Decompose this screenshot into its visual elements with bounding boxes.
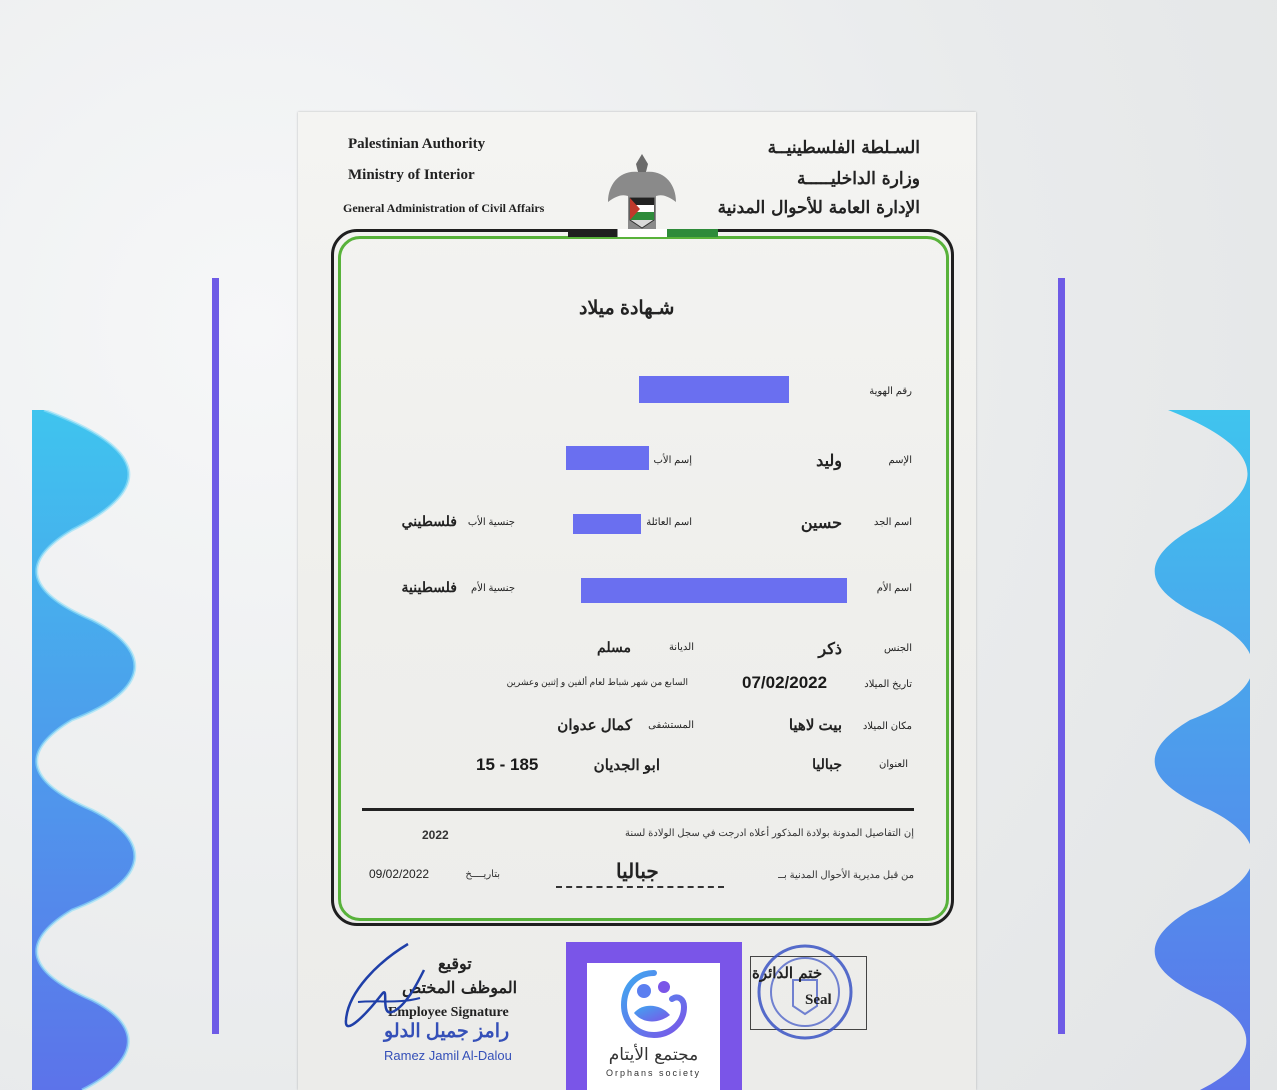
directorate-text: من قبل مديرية الأحوال المدنية بــ <box>778 870 914 881</box>
address-label: العنوان <box>879 759 908 770</box>
signature-ar-title: الموظف المختص <box>402 978 518 997</box>
hospital-value: كمال عدوان <box>557 717 632 734</box>
brand-en-name: Orphans society <box>605 1068 702 1078</box>
id-redaction <box>639 376 789 403</box>
header-ar-authority: السـلطة الفلسطينيــة <box>767 138 920 158</box>
name-label: الإسم <box>888 455 912 466</box>
hospital-label: المستشفى <box>648 720 694 731</box>
religion-label: الديانة <box>668 642 694 653</box>
left-wave-decoration <box>32 410 142 1090</box>
header-ar-ministry: وزارة الداخليـــــة <box>796 169 920 189</box>
brand-logo-panel <box>587 963 720 1090</box>
seal-ar-label: ختم الدائرة <box>752 964 823 982</box>
signature-ar-name: رامز جميل الدلو <box>384 1021 510 1042</box>
mother-nationality-label: جنسية الأم <box>471 583 515 594</box>
date-value: 09/02/2022 <box>369 867 430 881</box>
orphans-society-logo-icon <box>620 969 688 1039</box>
signature-en-name: Ramez Jamil Al-Dalou <box>384 1048 512 1063</box>
father-nationality-label: جنسية الأب <box>467 517 515 528</box>
id-label: رقم الهوية <box>869 386 912 397</box>
right-wave-decoration <box>1140 410 1250 1090</box>
father-nationality-value: فلسطيني <box>401 513 457 529</box>
family-redaction <box>573 514 641 534</box>
grandfather-label: اسم الجد <box>873 517 912 528</box>
mother-label: اسم الأم <box>876 583 912 594</box>
directorate-dashline <box>556 886 724 888</box>
grandfather-value: حسين <box>800 515 842 532</box>
family-label: اسم العائلة <box>646 517 692 528</box>
date-label: بتاريــــخ <box>465 869 500 880</box>
pob-label: مكان الميلاد <box>862 721 912 732</box>
header-en-ministry: Ministry of Interior <box>348 167 475 183</box>
dob-label: تاريخ الميلاد <box>864 679 912 690</box>
dob-words: السابع من شهر شباط لعام ألفين و إثنين وعشرين <box>506 677 688 687</box>
flag-stripe <box>568 229 718 237</box>
signature-ar-sign: توقيع <box>438 954 472 973</box>
right-accent-bar <box>1058 278 1065 1034</box>
mother-nationality-value: فلسطينية <box>401 579 457 595</box>
brand-logo-card <box>566 942 742 1090</box>
registry-year: 2022 <box>422 828 449 842</box>
header-ar-administration: الإدارة العامة للأحوال المدنية <box>717 198 920 218</box>
directorate-value: جباليا <box>616 861 659 883</box>
mother-redaction <box>581 578 847 603</box>
religion-value: مسلم <box>597 639 631 655</box>
address-area: ابو الجديان <box>593 757 660 774</box>
header-en-authority: Palestinian Authority <box>348 136 486 152</box>
sex-value: ذكر <box>818 641 842 658</box>
seal-en-label: Seal <box>805 992 832 1008</box>
father-label: إسم الأب <box>653 455 692 466</box>
address-number: 15 - 185 <box>476 755 539 774</box>
signature-en-title: Employee Signature <box>388 1005 509 1020</box>
registry-text: إن التفاصيل المدونة بولادة المذكور أعلاه ادرجت في سجل الولادة لسنة <box>625 828 914 839</box>
dob-value: 07/02/2022 <box>742 673 828 692</box>
sex-label: الجنس <box>883 643 912 654</box>
address-city: جباليا <box>812 756 842 772</box>
certificate-title: شـهادة ميلاد <box>579 298 675 319</box>
header-en-administration: General Administration of Civil Affairs <box>343 201 545 215</box>
father-redaction <box>566 446 649 470</box>
pob-value: بيت لاهيا <box>788 717 842 734</box>
handwritten-signature <box>338 942 428 1042</box>
brand-ar-name: مجتمع الأيتام <box>608 1045 699 1065</box>
name-value: وليد <box>816 453 842 470</box>
certificate-divider <box>362 808 914 811</box>
left-accent-bar <box>212 278 219 1034</box>
